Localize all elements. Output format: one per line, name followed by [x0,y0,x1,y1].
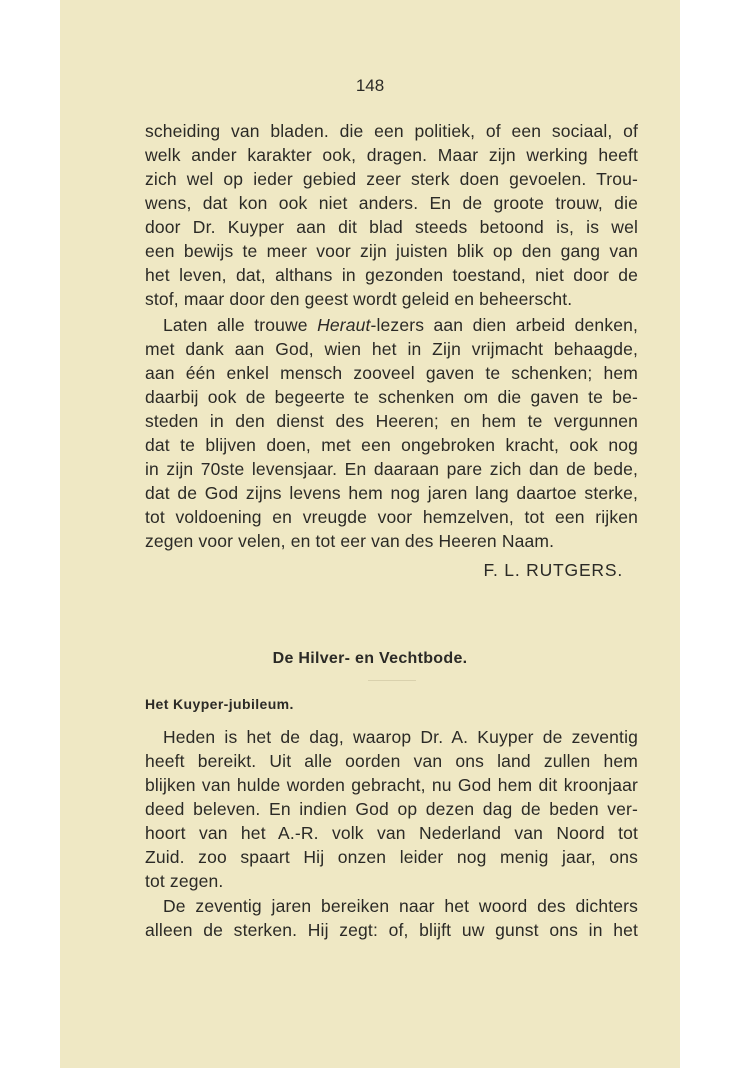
text-line: hoort van het A.-R. volk van Nederland van Noord tot [145,823,638,843]
text-line: met dank aan God, wien het in Zijn vrijmacht behaagde, [145,339,638,359]
heraut-italic: Heraut [317,315,371,335]
text-line: dat de God zijns levens hem nog jaren lang daartoe sterke, [145,483,638,503]
text-line: het leven, dat, althans in gezonden toestand, niet door de [145,265,638,285]
text-fragment: -lezers aan dien arbeid denken, [370,315,638,335]
text-line: tot zegen. [145,871,224,891]
text-line: deed beleven. En indien God op dezen dag de beden ver- [145,799,638,819]
text-line: daarbij ook de begeerte te schenken om die gaven te be- [145,387,638,407]
text-line: De zeventig jaren bereiken naar het woord des dichters [163,896,638,916]
text-line: heeft bereikt. Uit alle oorden van ons land zullen hem [145,751,638,771]
text-line: aan één enkel mensch zooveel gaven te schenken; hem [145,363,638,383]
text-line: scheiding van bladen. die een politiek, of een sociaal, of [145,121,638,141]
book-page [60,0,680,1068]
text-line: blijken van hulde worden gebracht, nu God hem dit kroonjaar [145,775,638,795]
text-line: een bewijs te meer voor zijn juisten blik op den gang van [145,241,638,261]
text-line: wens, dat kon ook niet anders. En de groote trouw, die [145,193,638,213]
text-line: Heden is het de dag, waarop Dr. A. Kuyper de zeventig [163,727,638,747]
text-line: Zuid. zoo spaart Hij onzen leider nog menig jaar, ons [145,847,638,867]
text-line: stof, maar door den geest wordt geleid en beheerscht. [145,289,573,309]
text-fragment: Laten alle trouwe [163,315,318,335]
text-line-heraut [163,313,638,337]
text-line: zegen voor velen, en tot eer van des Heeren Naam. [145,531,555,551]
page-number: 148 [355,76,385,95]
signature: F. L. RUTGERS. [483,560,623,580]
text-line: welk ander karakter ook, dragen. Maar zijn werking heeft [145,145,638,165]
divider [368,680,416,681]
text-line: in zijn 70ste levensjaar. En daaraan pare zich dan de bede, [145,459,638,479]
subheading: Het Kuyper-jubileum. [145,696,294,712]
text-line: alleen de sterken. Hij zegt: of, blijft uw gunst ons in het [145,920,638,940]
section-heading: De Hilver- en Vechtbode. [272,650,468,667]
text-line: door Dr. Kuyper aan dit blad steeds betoond is, is wel [145,217,638,237]
text-line: tot voldoening en vreugde voor hemzelven, tot een rijken [145,507,638,527]
text-line: dat te blijven doen, met een ongebroken kracht, ook nog [145,435,638,455]
text-line: zich wel op ieder gebied zeer sterk doen gevoelen. Trou- [145,169,638,189]
text-line: steden in den dienst des Heeren; en hem te vergunnen [145,411,638,431]
